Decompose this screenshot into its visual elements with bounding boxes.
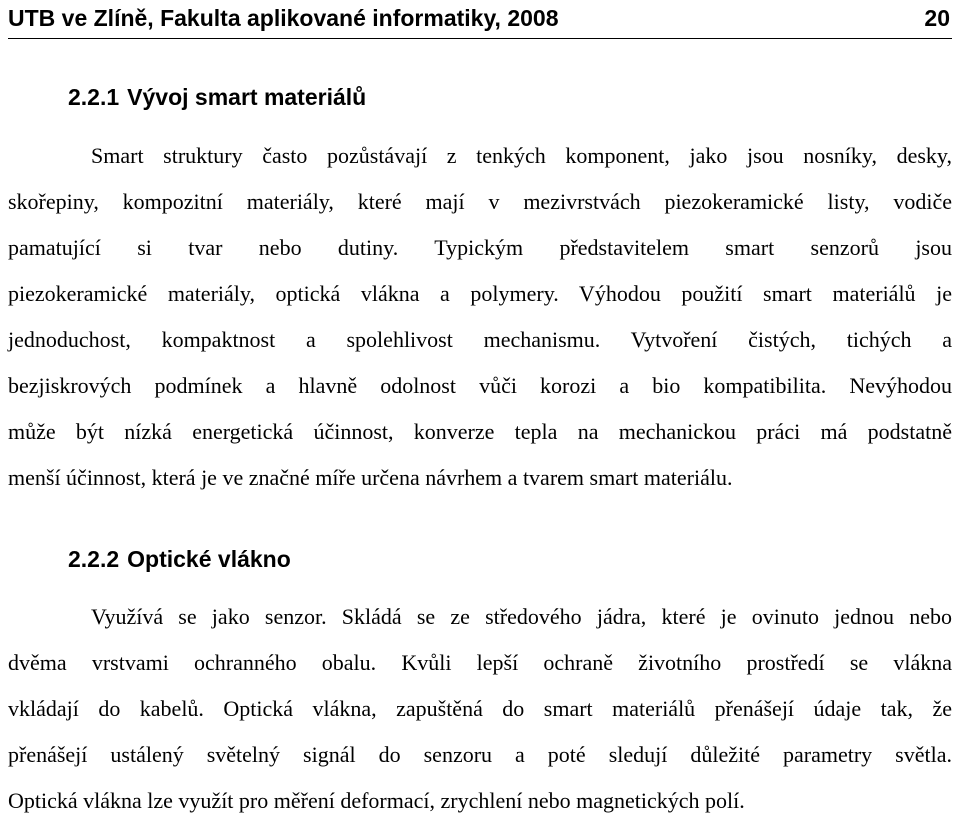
paragraph [8, 133, 952, 501]
section-number: 2.2.2 [68, 546, 120, 572]
section-number: 2.2.1 [68, 84, 120, 110]
text-line: Využívá se jako senzor. Skládá se ze středového jádra, které je ovinuto jednou nebo [91, 604, 952, 629]
section-heading [68, 545, 291, 573]
text-line: dvěma vrstvami ochranného obalu. Kvůli lepší ochraně životního prostředí se vlákna [8, 650, 952, 675]
text-line: menší účinnost, která je ve značné míře určena návrhem a tvarem smart materiálu. [8, 465, 733, 490]
page-number: 20 [924, 5, 950, 31]
text-line: Optická vlákna lze využít pro měření deformací, zrychlení nebo magnetických polí. [8, 788, 745, 813]
text-line: Smart struktury často pozůstávají z tenkých komponent, jako jsou nosníky, desky, [91, 143, 952, 168]
text-line: přenášejí ustálený světelný signál do senzoru a poté sledují důležité parametry světla. [8, 742, 952, 767]
text-line: vkládají do kabelů. Optická vlákna, zapuštěná do smart materiálů přenášejí údaje tak, že [8, 696, 952, 721]
section-title: Vývoj smart materiálů [127, 84, 367, 110]
text-line: piezokeramické materiály, optická vlákna a polymery. Výhodou použití smart materiálů je [8, 281, 952, 306]
running-header [8, 0, 952, 39]
section-title: Optické vlákno [127, 546, 291, 572]
paragraph [8, 594, 952, 824]
text-line: může být nízká energetická účinnost, konverze tepla na mechanickou práci má podstatně [8, 419, 952, 444]
text-line: pamatující si tvar nebo dutiny. Typickým představitelem smart senzorů jsou [8, 235, 952, 260]
header-title: UTB ve Zlíně, Fakulta aplikované informatiky, 2008 [8, 5, 559, 31]
text-line: skořepiny, kompozitní materiály, které mají v mezivrstvách piezokeramické listy, vodiče [8, 189, 952, 214]
text-line: jednoduchost, kompaktnost a spolehlivost mechanismu. Vytvoření čistých, tichých a [8, 327, 952, 352]
text-line: bezjiskrových podmínek a hlavně odolnost vůči korozi a bio kompatibilita. Nevýhodou [8, 373, 952, 398]
section-heading [68, 83, 366, 111]
